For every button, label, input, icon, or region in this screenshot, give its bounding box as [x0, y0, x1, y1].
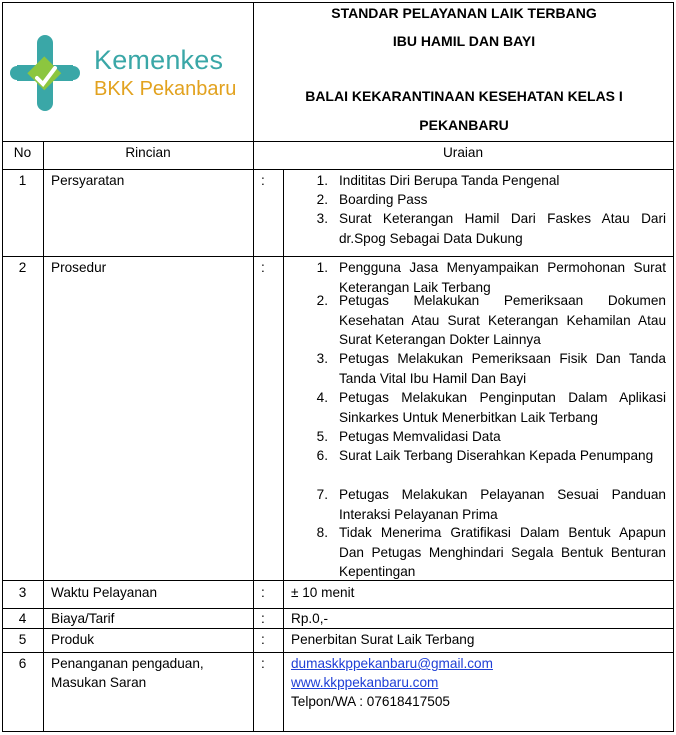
row-3-separator: : — [261, 585, 265, 600]
list-item-number: 6. — [316, 448, 328, 463]
list-item-number: 4. — [316, 390, 328, 405]
row-divider-5 — [2, 652, 673, 653]
row-2-rincian: Prosedur — [51, 260, 107, 275]
email-link[interactable]: dumaskkppekanbaru@gmail.com — [291, 656, 493, 671]
list-item: Petugas Melakukan Pemeriksaan Fisik Dan Tanda Tanda Vital Ibu Hamil Dan Bayi — [339, 351, 666, 386]
row-6-rincian-line-1: Penanganan pengaduan, — [51, 656, 204, 671]
row-3-no: 3 — [18, 585, 27, 600]
list-item-number: 7. — [316, 487, 328, 502]
list-item: Surat Keterangan Hamil Dari Faskes Atau Dari dr.Spog Sebagai Data Dukung — [339, 211, 666, 246]
table-border-bottom — [2, 731, 673, 732]
row-2-no: 2 — [18, 260, 27, 275]
column-header-rincian: Rincian — [125, 145, 171, 160]
title-line-3: BALAI KEKARANTINAAN KESEHATAN KELAS I — [305, 88, 623, 104]
header-divider — [2, 141, 673, 142]
brand-name: Kemenkes — [94, 45, 224, 75]
row-1-separator: : — [261, 173, 265, 188]
column-header-uraian: Uraian — [442, 145, 484, 160]
list-item-number: 1. — [316, 173, 328, 188]
row-5-no: 5 — [18, 632, 27, 647]
brand-unit: BKK Pekanbaru — [94, 78, 237, 100]
list-item-number: 1. — [316, 260, 328, 275]
title-line-4: PEKANBARU — [419, 117, 509, 133]
table-border-right — [673, 2, 674, 732]
row-5-value: Penerbitan Surat Laik Terbang — [291, 632, 475, 647]
list-item: Petugas Melakukan Penginputan Dalam Aplikasi Sinkarkes Untuk Menerbitkan Laik Terbang — [339, 390, 666, 425]
list-item-number: 3. — [316, 211, 328, 226]
list-item: Petugas Melakukan Pelayanan Sesuai Panduan Interaksi Pelayanan Prima — [339, 487, 666, 522]
list-item: Tidak Menerima Gratifikasi Dalam Bentuk Apapun Dan Petugas Menghindari Segala Bentuk Benturan Kepentingan — [339, 525, 666, 579]
list-item: Boarding Pass — [339, 192, 428, 207]
row-2-separator: : — [261, 260, 265, 275]
list-item-number: 2. — [316, 192, 328, 207]
row-5-rincian: Produk — [51, 632, 95, 647]
list-item: Petugas Memvalidasi Data — [339, 429, 501, 444]
row-divider-1 — [2, 256, 673, 257]
phone-contact: Telpon/WA : 07618417505 — [291, 694, 450, 709]
row-4-rincian: Biaya/Tarif — [51, 611, 115, 626]
row-1-no: 1 — [18, 173, 27, 188]
list-item-number: 8. — [316, 525, 328, 540]
row-6-no: 6 — [18, 656, 27, 671]
column-header-divider — [2, 169, 673, 170]
row-6-rincian-line-2: Masukan Saran — [51, 675, 147, 690]
row-1-rincian: Persyaratan — [51, 173, 125, 188]
title-line-1: STANDAR PELAYANAN LAIK TERBANG — [331, 5, 597, 21]
row-4-value: Rp.0,- — [291, 611, 329, 626]
title-line-2: IBU HAMIL DAN BAYI — [392, 33, 536, 49]
list-item-number: 2. — [316, 293, 328, 308]
row-6-separator: : — [261, 656, 265, 671]
col-rincian-divider-body — [253, 169, 254, 732]
kemenkes-logo-icon — [10, 34, 80, 112]
table-border-top — [2, 2, 673, 3]
col-separator-divider — [283, 169, 284, 732]
row-4-separator: : — [261, 611, 265, 626]
list-item: Indititas Diri Berupa Tanda Pengenal — [339, 173, 560, 188]
list-item: Petugas Melakukan Pemeriksaan Dokumen Kesehatan Atau Surat Keterangan Kehamilan Atau Surat Keterangan Dokter Lainnya — [339, 293, 666, 347]
row-3-rincian: Waktu Pelayanan — [51, 585, 158, 600]
list-item-number: 3. — [316, 351, 328, 366]
website-link[interactable]: www.kkppekanbaru.com — [291, 675, 439, 690]
list-item: Surat Laik Terbang Diserahkan Kepada Penumpang — [339, 448, 654, 463]
row-5-separator: : — [261, 632, 265, 647]
row-4-no: 4 — [18, 611, 27, 626]
column-header-no: No — [13, 145, 32, 160]
list-item-number: 5. — [316, 429, 328, 444]
list-item: Pengguna Jasa Menyampaikan Permohonan Surat Keterangan Laik Terbang — [339, 260, 666, 295]
row-3-value: ± 10 menit — [291, 585, 355, 600]
col-no-divider — [43, 141, 44, 732]
